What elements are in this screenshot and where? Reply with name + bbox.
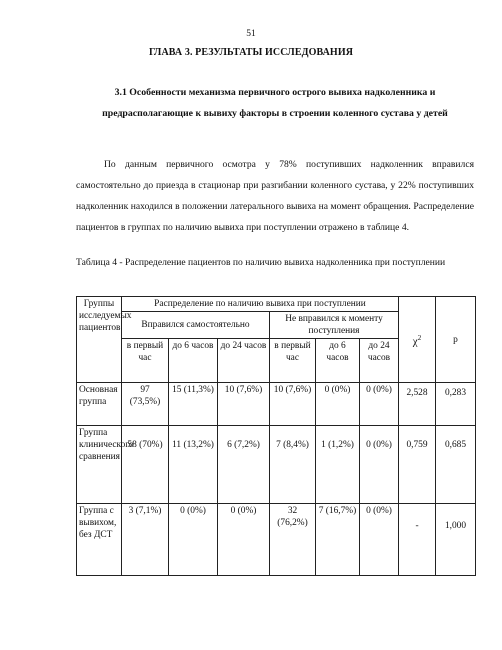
chi-square-value: 0,759 [399,426,436,504]
table-cell: 0 (0%) [169,504,218,576]
header-row-1 [77,297,476,312]
table-cell: 11 (13,2%) [169,426,218,504]
header-groups: Группы исследуемых пациентов [77,297,122,383]
header-distribution: Распределение по наличию вывиха при поступлении [122,297,399,312]
header-not-reduced: Не вправился к моменту поступления [270,312,399,339]
patient-distribution-table [76,296,476,576]
subheader-first-hour: в первый час [270,339,316,383]
table-cell: 6 (7,2%) [218,426,270,504]
row-group-label: Основная группа [77,383,122,426]
row-group-label: Группа с вывихом, без ДСТ [77,504,122,576]
subheader-24h: до 24 часов [360,339,399,383]
p-value: 0,685 [436,426,476,504]
table-row [77,426,476,504]
table-cell: 10 (7,6%) [218,383,270,426]
table-cell: 0 (0%) [316,383,360,426]
table-cell: 58 (70%) [122,426,169,504]
subheader-6h: до 6 часов [169,339,218,383]
header-p: p [436,297,476,383]
table-cell: 3 (7,1%) [122,504,169,576]
subheader-24h: до 24 часов [218,339,270,383]
subheader-6h: до 6 часов [316,339,360,383]
table-cell: 15 (11,3%) [169,383,218,426]
section-title: 3.1 Особенности механизма первичного острого вывиха надколенника и предрасполагающие к вывиху факторы в строении коленного сустава у детей [102,87,448,119]
subheader-first-hour: в первый час [122,339,169,383]
table-cell: 7 (8,4%) [270,426,316,504]
body-paragraph: По данным первичного осмотра у 78% поступивших надколенник вправился самостоятельно до приезда в стационар при разгибании коленного сустава, у 22% поступивших надколенник находился в положении латерального вывиха на момент обращения. Распределение пациентов в группах по наличию вывиха при поступлении отражено в таблице 4. [76,159,474,233]
header-chi-square: $\chi^2$ [399,297,436,383]
chapter-title: ГЛАВА 3. РЕЗУЛЬТАТЫ ИССЛЕДОВАНИЯ [148,47,354,58]
table-row [77,383,476,426]
table-cell: 7 (16,7%) [316,504,360,576]
p-value: 1,000 [436,504,476,576]
table-cell: 32 (76,2%) [270,504,316,576]
row-group-label: Группа клинического сравнения [77,426,122,504]
table-caption: Таблица 4 - Распределение пациентов по наличию вывиха надколенника при поступлении [76,257,446,268]
table-cell: 97 (73,5%) [122,383,169,426]
page-number: 51 [246,29,256,39]
table-cell: 0 (0%) [218,504,270,576]
header-self-reduced: Вправился самостоятельно [122,312,270,339]
table-cell: 0 (0%) [360,504,399,576]
table-cell: 1 (1,2%) [316,426,360,504]
chi-square-value: 2,528 [399,383,436,426]
table-cell: 0 (0%) [360,383,399,426]
p-value: 0,283 [436,383,476,426]
chi-square-value: - [399,504,436,576]
table-cell: 0 (0%) [360,426,399,504]
table-cell: 10 (7,6%) [270,383,316,426]
table-row [77,504,476,576]
